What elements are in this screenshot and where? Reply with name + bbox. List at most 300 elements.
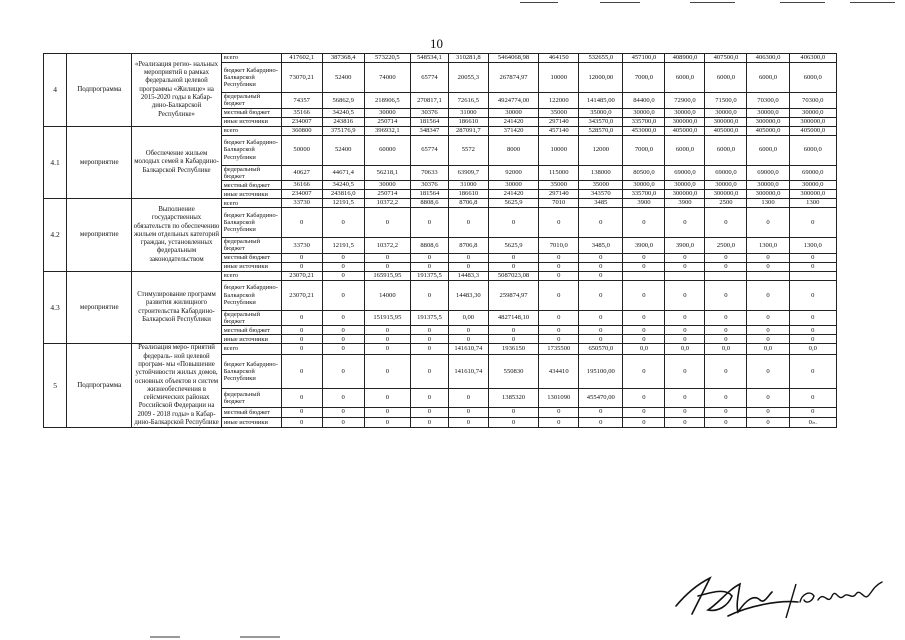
amount-cell: 0 [539, 407, 579, 417]
amount-cell: 1300,0 [747, 238, 789, 254]
amount-cell: 3485 [579, 199, 623, 208]
budget-table [43, 53, 837, 428]
amount-cell: 0 [705, 335, 747, 344]
amount-cell: 70300,0 [789, 93, 836, 109]
scan-edge-mark [780, 2, 825, 3]
amount-cell: 7000,0 [623, 63, 665, 93]
amount-cell: 20055,3 [448, 63, 488, 93]
amount-cell: 4924774,00 [488, 93, 538, 109]
amount-cell: 0 [747, 389, 789, 407]
amount-cell: 8808,6 [411, 238, 449, 254]
funding-source: всего [221, 54, 281, 63]
row-number: 4 [44, 54, 67, 127]
amount-cell: 72900,0 [665, 93, 705, 109]
amount-cell: 0 [411, 389, 449, 407]
amount-cell: 0 [448, 326, 488, 335]
amount-cell: 60000 [364, 135, 410, 165]
amount-cell: 69000,0 [665, 165, 705, 181]
amount-cell: 35000 [539, 108, 579, 117]
scan-edge-mark [240, 636, 280, 638]
amount-cell: 1300 [747, 199, 789, 208]
amount-cell: 0 [539, 310, 579, 326]
amount-cell: 0 [411, 253, 449, 262]
amount-cell: 1936150 [488, 344, 538, 354]
amount-cell: 33730 [281, 238, 322, 254]
amount-cell: 0 [623, 417, 665, 427]
amount-cell: 0 [488, 417, 538, 427]
amount-cell: 8000 [488, 135, 538, 165]
amount-cell: 0 [789, 262, 836, 271]
amount-cell: 0 [705, 407, 747, 417]
amount-cell: 0 [364, 253, 410, 262]
amount-cell: 0 [411, 208, 449, 238]
funding-source: федеральный бюджет [221, 238, 281, 254]
amount-cell: 0 [322, 326, 364, 335]
amount-cell: 0 [281, 389, 322, 407]
amount-cell [789, 271, 836, 280]
amount-cell: 241420 [488, 190, 538, 199]
amount-cell: 300000,0 [747, 117, 789, 126]
amount-cell: 0 [789, 407, 836, 417]
amount-cell: 40627 [281, 165, 322, 181]
amount-cell: 70633 [411, 165, 449, 181]
handwritten-signature [668, 566, 888, 628]
funding-source: иные источники [221, 335, 281, 344]
amount-cell: 0 [623, 335, 665, 344]
amount-cell: 0 [281, 407, 322, 417]
amount-cell: 0 [665, 280, 705, 310]
amount-cell [623, 271, 665, 280]
amount-cell: 30000,0 [623, 181, 665, 190]
amount-cell: 34240,5 [322, 108, 364, 117]
amount-cell: 0 [539, 253, 579, 262]
amount-cell: 0 [705, 310, 747, 326]
amount-cell: 70300,0 [747, 93, 789, 109]
amount-cell: 343570,0 [579, 117, 623, 126]
amount-cell: 0 [488, 335, 538, 344]
amount-cell: 191375,5 [411, 310, 449, 326]
amount-cell: 0 [322, 354, 364, 389]
amount-cell: 181564 [411, 190, 449, 199]
amount-cell: 6000,0 [789, 135, 836, 165]
amount-cell: 335700,0 [623, 190, 665, 199]
amount-cell: 548534,1 [411, 54, 449, 63]
amount-cell: 0 [789, 310, 836, 326]
amount-cell: 0 [281, 326, 322, 335]
amount-cell: 80500,0 [623, 165, 665, 181]
amount-cell: 241420 [488, 117, 538, 126]
amount-cell: 343570 [579, 190, 623, 199]
funding-source: бюджет Кабардино-Балкарской Республики [221, 280, 281, 310]
amount-cell: 0 [623, 262, 665, 271]
amount-cell: 464150 [539, 54, 579, 63]
amount-cell: 0 [281, 310, 322, 326]
amount-cell: 0 [411, 335, 449, 344]
amount-cell: 0 [364, 208, 410, 238]
funding-source: бюджет Кабардино-Балкарской Республики [221, 354, 281, 389]
amount-cell: 30000 [364, 181, 410, 190]
amount-cell: 0 [281, 417, 322, 427]
amount-cell: 0 [665, 326, 705, 335]
amount-cell: 52400 [322, 63, 364, 93]
amount-cell: 141610,74 [448, 354, 488, 389]
amount-cell: 0 [579, 253, 623, 262]
amount-cell: 69000,0 [705, 165, 747, 181]
row-kind: Подпрограмма [67, 344, 132, 428]
amount-cell: 10372,2 [364, 238, 410, 254]
amount-cell: 0 [448, 417, 488, 427]
amount-cell: 0 [411, 344, 449, 354]
amount-cell: 186610 [448, 190, 488, 199]
amount-cell: 6000,0 [705, 63, 747, 93]
amount-cell: 6000,0 [705, 135, 747, 165]
amount-cell: 0 [488, 326, 538, 335]
amount-cell: 30000,0 [705, 108, 747, 117]
funding-source: бюджет Кабардино-Балкарской Республики [221, 208, 281, 238]
amount-cell: 0 [579, 271, 623, 280]
amount-cell: 4827148,10 [488, 310, 538, 326]
amount-cell: 0 [448, 335, 488, 344]
amount-cell: 35166 [281, 108, 322, 117]
amount-cell: 573220,5 [364, 54, 410, 63]
amount-cell: 1301090 [539, 389, 579, 407]
amount-cell: 115000 [539, 165, 579, 181]
amount-cell: 0 [539, 326, 579, 335]
amount-cell: 0 [411, 417, 449, 427]
amount-cell: 371420 [488, 126, 538, 135]
amount-cell: 0». [789, 417, 836, 427]
amount-cell: 0 [747, 310, 789, 326]
amount-cell: 0 [665, 208, 705, 238]
funding-source: местный бюджет [221, 253, 281, 262]
amount-cell: 30000,0 [665, 181, 705, 190]
scan-edge-mark [520, 2, 558, 3]
amount-cell: 0 [665, 389, 705, 407]
amount-cell: 297140 [539, 117, 579, 126]
funding-source: федеральный бюджет [221, 165, 281, 181]
amount-cell: 335700,0 [623, 117, 665, 126]
amount-cell: 0 [281, 208, 322, 238]
amount-cell: 7010,0 [539, 238, 579, 254]
row-title: Стимулирование программ развития жилищного строительства Кабардино- Балкарской Республики [132, 271, 221, 344]
amount-cell: 0 [364, 262, 410, 271]
amount-cell: 191375,5 [411, 271, 449, 280]
amount-cell: 0 [747, 326, 789, 335]
row-kind: Подпрограмма [67, 54, 132, 127]
amount-cell: 5625,9 [488, 238, 538, 254]
amount-cell [705, 271, 747, 280]
amount-cell: 300000,0 [665, 117, 705, 126]
funding-source: иные источники [221, 262, 281, 271]
amount-cell: 0 [448, 253, 488, 262]
amount-cell: 406300,0 [789, 54, 836, 63]
amount-cell: 14000 [364, 280, 410, 310]
amount-cell: 0 [448, 208, 488, 238]
amount-cell: 300000,0 [665, 190, 705, 199]
amount-cell: 0 [364, 335, 410, 344]
amount-cell: 0 [705, 280, 747, 310]
amount-cell: 141485,00 [579, 93, 623, 109]
amount-cell: 270817,1 [411, 93, 449, 109]
amount-cell: 0 [665, 310, 705, 326]
amount-cell: 30000 [488, 108, 538, 117]
amount-cell: 0 [539, 417, 579, 427]
funding-source: местный бюджет [221, 326, 281, 335]
amount-cell: 30000,0 [789, 108, 836, 117]
amount-cell: 0 [411, 326, 449, 335]
funding-source: местный бюджет [221, 181, 281, 190]
amount-cell: 0 [705, 354, 747, 389]
row-number: 5 [44, 344, 67, 428]
amount-cell: 0 [364, 326, 410, 335]
amount-cell: 0 [281, 344, 322, 354]
amount-cell: 0 [281, 253, 322, 262]
amount-cell: 0 [789, 253, 836, 262]
amount-cell: 6000,0 [789, 63, 836, 93]
funding-source: всего [221, 126, 281, 135]
amount-cell: 30000,0 [789, 181, 836, 190]
amount-cell: 30000,0 [747, 108, 789, 117]
amount-cell: 0 [623, 280, 665, 310]
amount-cell: 0 [665, 407, 705, 417]
amount-cell: 5572 [448, 135, 488, 165]
amount-cell: 2500 [705, 199, 747, 208]
amount-cell: 0,0 [623, 344, 665, 354]
funding-source: иные источники [221, 190, 281, 199]
amount-cell: 406300,0 [747, 54, 789, 63]
funding-source: всего [221, 344, 281, 354]
amount-cell: 195100,00 [579, 354, 623, 389]
row-title: «Реализация регио- нальных мероприятий в рамках федеральной целевой программы «Жилище» на 2015-2020 годы в Кабар- дино-Балкарской Республике» [132, 54, 221, 127]
amount-cell: 0 [623, 354, 665, 389]
amount-cell: 0 [747, 280, 789, 310]
amount-cell: 387368,4 [322, 54, 364, 63]
amount-cell: 0 [789, 389, 836, 407]
amount-cell: 0 [665, 253, 705, 262]
amount-cell: 234007 [281, 190, 322, 199]
amount-cell: 0 [705, 417, 747, 427]
amount-cell: 50000 [281, 135, 322, 165]
amount-cell: 3900 [665, 199, 705, 208]
amount-cell: 0 [789, 326, 836, 335]
table-row [44, 126, 837, 135]
amount-cell: 348347 [411, 126, 449, 135]
amount-cell: 186610 [448, 117, 488, 126]
amount-cell: 92000 [488, 165, 538, 181]
amount-cell: 3485,0 [579, 238, 623, 254]
amount-cell: 0 [747, 253, 789, 262]
amount-cell: 23070,21 [281, 280, 322, 310]
amount-cell: 405000,0 [705, 126, 747, 135]
amount-cell: 52400 [322, 135, 364, 165]
amount-cell: 0 [705, 326, 747, 335]
scan-edge-mark [600, 2, 640, 3]
amount-cell: 434410 [539, 354, 579, 389]
amount-cell: 0 [665, 262, 705, 271]
funding-source: федеральный бюджет [221, 93, 281, 109]
amount-cell: 0 [579, 208, 623, 238]
table-row [44, 54, 837, 63]
amount-cell: 30000,0 [705, 181, 747, 190]
amount-cell: 74357 [281, 93, 322, 109]
amount-cell: 650570,0 [579, 344, 623, 354]
amount-cell: 0 [364, 407, 410, 417]
page-number: 10 [430, 36, 443, 51]
amount-cell: 33730 [281, 199, 322, 208]
amount-cell: 1300,0 [789, 238, 836, 254]
amount-cell: 14483,3 [448, 271, 488, 280]
amount-cell: 0 [364, 354, 410, 389]
amount-cell: 300000,0 [789, 117, 836, 126]
amount-cell: 0 [322, 262, 364, 271]
amount-cell: 7000,0 [623, 135, 665, 165]
amount-cell: 0 [747, 354, 789, 389]
amount-cell: 6000,0 [665, 135, 705, 165]
amount-cell: 532655,0 [579, 54, 623, 63]
amount-cell: 181564 [411, 117, 449, 126]
amount-cell: 6000,0 [747, 63, 789, 93]
amount-cell: 550830 [488, 354, 538, 389]
amount-cell: 0 [488, 208, 538, 238]
amount-cell: 12191,5 [322, 238, 364, 254]
amount-cell: 0 [322, 389, 364, 407]
amount-cell: 0 [623, 208, 665, 238]
amount-cell: 396932,1 [364, 126, 410, 135]
amount-cell: 12000 [579, 135, 623, 165]
amount-cell: 72616,5 [448, 93, 488, 109]
amount-cell: 0 [322, 417, 364, 427]
amount-cell: 375176,9 [322, 126, 364, 135]
amount-cell: 65774 [411, 63, 449, 93]
amount-cell: 0 [705, 262, 747, 271]
amount-cell: 287091,7 [448, 126, 488, 135]
amount-cell: 0 [488, 262, 538, 271]
amount-cell: 56218,1 [364, 165, 410, 181]
amount-cell: 405000,0 [747, 126, 789, 135]
amount-cell: 0 [789, 280, 836, 310]
amount-cell: 0,0 [747, 344, 789, 354]
amount-cell: 0 [747, 407, 789, 417]
amount-cell: 0 [579, 262, 623, 271]
amount-cell: 10000 [539, 63, 579, 93]
amount-cell: 360800 [281, 126, 322, 135]
amount-cell: 35000,0 [579, 108, 623, 117]
amount-cell: 234007 [281, 117, 322, 126]
amount-cell: 0 [747, 208, 789, 238]
amount-cell: 0 [322, 208, 364, 238]
row-title: Обеспечение жильем молодых семей в Кабардино- Балкарской Республике [132, 126, 221, 199]
amount-cell: 0 [789, 208, 836, 238]
amount-cell: 5464068,98 [488, 54, 538, 63]
amount-cell: 0 [539, 208, 579, 238]
amount-cell: 6000,0 [747, 135, 789, 165]
amount-cell: 0,00 [448, 310, 488, 326]
amount-cell: 0 [623, 389, 665, 407]
amount-cell: 23070,21 [281, 271, 322, 280]
amount-cell: 69000,0 [789, 165, 836, 181]
funding-source: местный бюджет [221, 407, 281, 417]
amount-cell: 0 [322, 310, 364, 326]
funding-source: иные источники [221, 117, 281, 126]
amount-cell: 0 [281, 262, 322, 271]
amount-cell: 0 [747, 262, 789, 271]
amount-cell: 141610,74 [448, 344, 488, 354]
amount-cell: 0 [448, 407, 488, 417]
amount-cell: 0 [579, 310, 623, 326]
scan-edge-mark [850, 2, 895, 3]
amount-cell: 300000,0 [705, 190, 747, 199]
amount-cell: 30000,0 [665, 108, 705, 117]
amount-cell: 65774 [411, 135, 449, 165]
amount-cell: 1385320 [488, 389, 538, 407]
amount-cell: 0 [579, 417, 623, 427]
amount-cell: 0 [322, 253, 364, 262]
amount-cell: 405000,0 [665, 126, 705, 135]
amount-cell: 0 [579, 335, 623, 344]
funding-source: федеральный бюджет [221, 389, 281, 407]
amount-cell: 0 [539, 271, 579, 280]
amount-cell: 10372,2 [364, 199, 410, 208]
amount-cell: 0 [411, 280, 449, 310]
funding-source: всего [221, 199, 281, 208]
amount-cell: 0 [623, 310, 665, 326]
amount-cell: 0 [665, 335, 705, 344]
amount-cell: 0 [364, 417, 410, 427]
scan-edge-mark [690, 2, 735, 3]
amount-cell: 1735500 [539, 344, 579, 354]
funding-source: бюджет Кабардино-Балкарской Республики [221, 63, 281, 93]
amount-cell: 30000 [488, 181, 538, 190]
amount-cell [665, 271, 705, 280]
amount-cell: 0 [579, 326, 623, 335]
amount-cell: 259874,97 [488, 280, 538, 310]
amount-cell: 30000 [364, 108, 410, 117]
amount-cell: 3900,0 [623, 238, 665, 254]
amount-cell: 408900,0 [665, 54, 705, 63]
row-kind: мероприятие [67, 199, 132, 272]
amount-cell: 0 [579, 280, 623, 310]
amount-cell: 56862,9 [322, 93, 364, 109]
amount-cell: 0 [539, 335, 579, 344]
amount-cell: 30376 [411, 181, 449, 190]
amount-cell: 5087023,08 [488, 271, 538, 280]
amount-cell: 0 [665, 417, 705, 427]
amount-cell: 151915,95 [364, 310, 410, 326]
amount-cell: 453000,0 [623, 126, 665, 135]
amount-cell: 44671,4 [322, 165, 364, 181]
amount-cell: 0 [705, 208, 747, 238]
amount-cell: 63909,7 [448, 165, 488, 181]
amount-cell: 0 [789, 354, 836, 389]
amount-cell: 0 [789, 335, 836, 344]
amount-cell: 0 [322, 335, 364, 344]
table-row [44, 199, 837, 208]
amount-cell: 0 [364, 389, 410, 407]
funding-source: местный бюджет [221, 108, 281, 117]
amount-cell: 0 [665, 354, 705, 389]
amount-cell: 74000 [364, 63, 410, 93]
amount-cell: 30000,0 [747, 181, 789, 190]
amount-cell: 36166 [281, 181, 322, 190]
amount-cell: 300000,0 [705, 117, 747, 126]
amount-cell: 267874,97 [488, 63, 538, 93]
amount-cell: 300000,0 [789, 190, 836, 199]
amount-cell: 0,0 [705, 344, 747, 354]
amount-cell: 2500,0 [705, 238, 747, 254]
amount-cell: 0 [322, 407, 364, 417]
row-kind: мероприятие [67, 126, 132, 199]
row-number: 4.1 [44, 126, 67, 199]
